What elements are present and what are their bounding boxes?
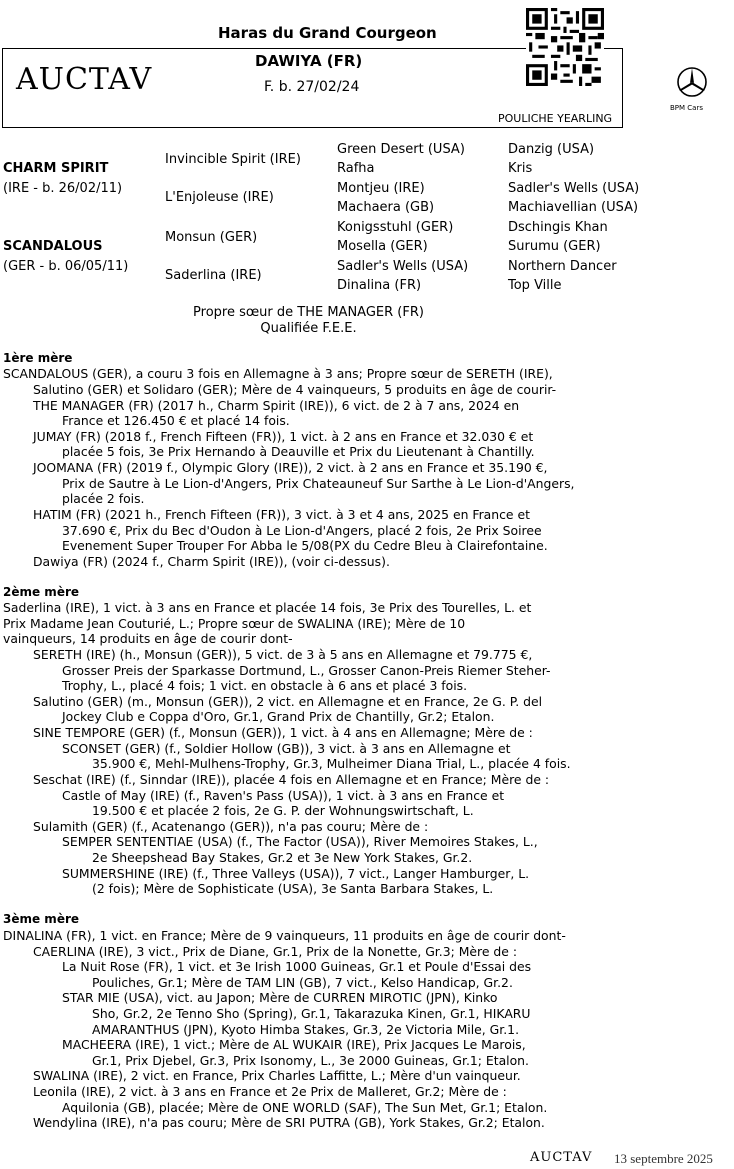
text-line: Prix de Sautre à Le Lion-d'Angers, Prix Chateauneuf Sur Sarthe à Le Lion-d'Angers, bbox=[62, 476, 575, 491]
text-line: Castle of May (IRE) (f., Raven's Pass (USA)), 1 vict. à 3 ans en France et bbox=[62, 788, 505, 803]
footer-date: 13 septembre 2025 bbox=[614, 1151, 713, 1166]
text-line: Jockey Club e Coppa d'Oro, Gr.1, Grand Prix de Chantilly, Gr.2; Etalon. bbox=[62, 709, 495, 724]
horse-birth: F. b. 27/02/24 bbox=[264, 79, 360, 95]
text-line: JOOMANA (FR) (2019 f., Olympic Glory (IRE)), 2 vict. à 2 ans en France et 35.190 €, bbox=[33, 460, 548, 475]
text-line: STAR MIE (USA), vict. au Japon; Mère de CURREN MIROTIC (JPN), Kinko bbox=[62, 990, 498, 1005]
pedigree-g2: Saderlina (IRE) bbox=[165, 268, 262, 283]
pedigree-g4: Surumu (GER) bbox=[508, 239, 601, 254]
text-line: France et 126.450 € et placé 14 fois. bbox=[62, 413, 290, 428]
pedigree-g4: Sadler's Wells (USA) bbox=[508, 181, 640, 196]
sibling-note: Propre sœur de THE MANAGER (FR) bbox=[193, 305, 424, 320]
section-first-dam: 1ère mère bbox=[3, 351, 73, 365]
text-line: 35.900 €, Mehl-Mulhens-Trophy, Gr.3, Mulheimer Diana Trial, L., placée 4 fois. bbox=[92, 756, 571, 771]
text-line: Sulamith (GER) (f., Acatenango (GER)), n'a pas couru; Mère de : bbox=[33, 819, 429, 834]
text-line: AMARANTHUS (JPN), Kyoto Himba Stakes, Gr.3, 2e Victoria Mile, Gr.1. bbox=[92, 1022, 520, 1037]
text-line: 2e Sheepshead Bay Stakes, Gr.2 et 3e New York Stakes, Gr.2. bbox=[92, 850, 473, 865]
text-line: 19.500 € et placée 2 fois, 2e G. P. der Wohnungswirtschaft, L. bbox=[92, 803, 474, 818]
text-line: La Nuit Rose (FR), 1 vict. et 3e Irish 1000 Guineas, Gr.1 et Poule d'Essai des bbox=[62, 959, 532, 974]
text-line: placée 2 fois. bbox=[62, 491, 145, 506]
text-line: SEMPER SENTENTIAE (USA) (f., The Factor (USA)), River Memoires Stakes, L., bbox=[62, 834, 538, 849]
text-line: Dawiya (FR) (2024 f., Charm Spirit (IRE)), (voir ci-dessus). bbox=[33, 554, 390, 569]
text-line: vainqueurs, 14 produits en âge de courir dont- bbox=[3, 631, 293, 646]
sire-name: CHARM SPIRIT bbox=[3, 161, 109, 176]
pedigree-g4: Northern Dancer bbox=[508, 259, 617, 274]
section-third-dam: 3ème mère bbox=[3, 912, 80, 926]
qualification-note: Qualifiée F.E.E. bbox=[260, 321, 357, 336]
text-line: DINALINA (FR), 1 vict. en France; Mère de 9 vainqueurs, 11 produits en âge de courir dont- bbox=[3, 928, 566, 943]
pedigree-g4: Top Ville bbox=[508, 278, 562, 293]
pedigree-g4: Machiavellian (USA) bbox=[508, 200, 639, 215]
sponsor-label: BPM Cars bbox=[670, 104, 703, 112]
text-line: THE MANAGER (FR) (2017 h., Charm Spirit (IRE)), 6 vict. de 2 à 7 ans, 2024 en bbox=[33, 398, 520, 413]
pedigree-g3: Rafha bbox=[337, 161, 375, 176]
mercedes-star-icon bbox=[676, 66, 708, 98]
text-line: Trophy, L., placé 4 fois; 1 vict. en obstacle à 6 ans et placé 3 fois. bbox=[62, 678, 468, 693]
text-line: Aquilonia (GB), placée; Mère de ONE WORLD (SAF), The Sun Met, Gr.1; Etalon. bbox=[62, 1100, 548, 1115]
text-line: Seschat (IRE) (f., Sinndar (IRE)), placée 4 fois en Allemagne et en France; Mère de : bbox=[33, 772, 550, 787]
text-line: SCONSET (GER) (f., Soldier Hollow (GB)), 3 vict. à 3 ans en Allemagne et bbox=[62, 741, 511, 756]
text-line: Leonila (IRE), 2 vict. à 3 ans en France et 2e Prix de Malleret, Gr.2; Mère de : bbox=[33, 1084, 507, 1099]
text-line: HATIM (FR) (2021 h., French Fifteen (FR)), 3 vict. à 3 et 4 ans, 2025 en France et bbox=[33, 507, 530, 522]
dam-name: SCANDALOUS bbox=[3, 239, 103, 254]
text-line: Salutino (GER) et Solidaro (GER); Mère de 4 vainqueurs, 5 produits en âge de courir- bbox=[33, 382, 557, 397]
pedigree-g3: Green Desert (USA) bbox=[337, 142, 465, 157]
pedigree-g4: Dschingis Khan bbox=[508, 220, 608, 235]
text-line: Evenement Super Trouper For Abba le 5/08(PX du Cedre Bleu à Clairefontaine. bbox=[62, 538, 548, 553]
pedigree-g2: L'Enjoleuse (IRE) bbox=[165, 190, 274, 205]
text-line: Pouliches, Gr.1; Mère de TAM LIN (GB), 7 vict., Kelso Handicap, Gr.2. bbox=[92, 975, 513, 990]
pedigree-g3: Montjeu (IRE) bbox=[337, 181, 425, 196]
pedigree-g2: Invincible Spirit (IRE) bbox=[165, 152, 301, 167]
sire-info: (IRE - b. 26/02/11) bbox=[3, 181, 123, 196]
text-line: 37.690 €, Prix du Bec d'Oudon à Le Lion-d'Angers, placé 2 fois, 2e Prix Soiree bbox=[62, 523, 542, 538]
auctav-logo: AUCTAV bbox=[16, 62, 153, 97]
text-line: MACHEERA (IRE), 1 vict.; Mère de AL WUKAIR (IRE), Prix Jacques Le Marois, bbox=[62, 1037, 526, 1052]
text-line: Saderlina (IRE), 1 vict. à 3 ans en France et placée 14 fois, 3e Prix des Tourelles, L. et bbox=[3, 600, 532, 615]
pedigree-g4: Kris bbox=[508, 161, 533, 176]
pedigree-g2: Monsun (GER) bbox=[165, 230, 258, 245]
pedigree-g3: Konigsstuhl (GER) bbox=[337, 220, 454, 235]
text-line: SCANDALOUS (GER), a couru 3 fois en Allemagne à 3 ans; Propre sœur de SERETH (IRE), bbox=[3, 366, 553, 381]
pedigree-g3: Mosella (GER) bbox=[337, 239, 428, 254]
text-line: SINE TEMPORE (GER) (f., Monsun (GER)), 1 vict. à 4 ans en Allemagne; Mère de : bbox=[33, 725, 533, 740]
footer-logo: AUCTAV bbox=[530, 1150, 593, 1165]
text-line: Sho, Gr.2, 2e Tenno Sho (Spring), Gr.1, Takarazuka Kinen, Gr.1, HIKARU bbox=[92, 1006, 531, 1021]
text-line: (2 fois); Mère de Sophisticate (USA), 3e Santa Barbara Stakes, L. bbox=[92, 881, 494, 896]
horse-name: DAWIYA (FR) bbox=[255, 52, 363, 70]
pedigree-g3: Machaera (GB) bbox=[337, 200, 435, 215]
pedigree-g3: Sadler's Wells (USA) bbox=[337, 259, 469, 274]
text-line: SERETH (IRE) (h., Monsun (GER)), 5 vict. de 3 à 5 ans en Allemagne et 79.775 €, bbox=[33, 647, 533, 662]
text-line: placée 5 fois, 3e Prix Hernando à Deauville et Prix du Lieutenant à Chantilly. bbox=[62, 444, 535, 459]
dam-info: (GER - b. 06/05/11) bbox=[3, 259, 129, 274]
text-line: CAERLINA (IRE), 3 vict., Prix de Diane, Gr.1, Prix de la Nonette, Gr.3; Mère de : bbox=[33, 944, 518, 959]
text-line: Prix Madame Jean Couturié, L.; Propre sœur de SWALINA (IRE); Mère de 10 bbox=[3, 616, 466, 631]
text-line: Wendylina (IRE), n'a pas couru; Mère de SRI PUTRA (GB), York Stakes, Gr.2; Etalon. bbox=[33, 1115, 545, 1130]
pedigree-g4: Danzig (USA) bbox=[508, 142, 595, 157]
pedigree-g3: Dinalina (FR) bbox=[337, 278, 422, 293]
text-line: SWALINA (IRE), 2 vict. en France, Prix Charles Laffitte, L.; Mère d'un vainqueur. bbox=[33, 1068, 521, 1083]
sale-category: POULICHE YEARLING bbox=[498, 112, 613, 125]
text-line: JUMAY (FR) (2018 f., French Fifteen (FR)), 1 vict. à 2 ans en France et 32.030 € et bbox=[33, 429, 534, 444]
text-line: Grosser Preis der Sparkasse Dortmund, L., Grosser Canon-Preis Riemer Steher- bbox=[62, 663, 551, 678]
text-line: Salutino (GER) (m., Monsun (GER)), 2 vict. en Allemagne et en France, 2e G. P. del bbox=[33, 694, 543, 709]
section-second-dam: 2ème mère bbox=[3, 585, 80, 599]
haras-name: Haras du Grand Courgeon bbox=[218, 24, 437, 42]
text-line: Gr.1, Prix Djebel, Gr.3, Prix Isonomy, L., 3e 2000 Guineas, Gr.1; Etalon. bbox=[92, 1053, 529, 1068]
qr-code-icon bbox=[526, 8, 604, 86]
text-line: SUMMERSHINE (IRE) (f., Three Valleys (USA)), 7 vict., Langer Hamburger, L. bbox=[62, 866, 530, 881]
